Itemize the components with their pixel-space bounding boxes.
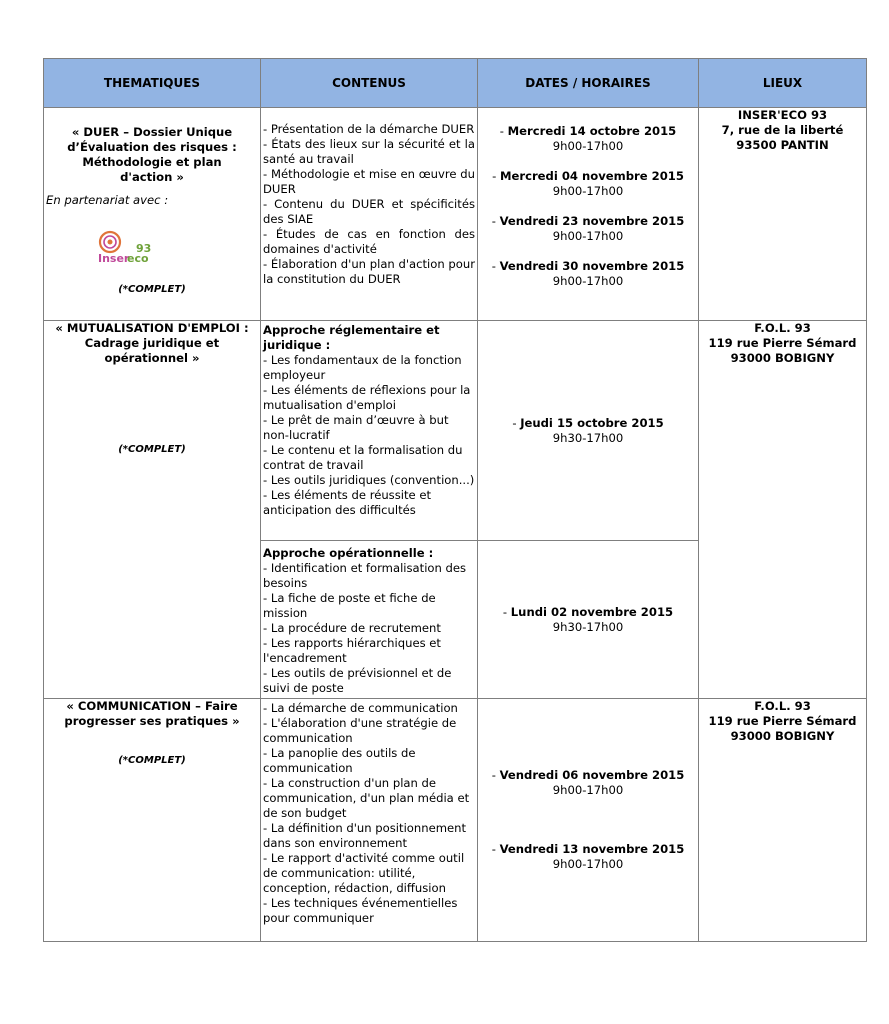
schedule-table (43, 58, 867, 942)
hours-entry: 9h30-17h00 (552, 619, 624, 634)
complet-label: (*COMPLET) (118, 284, 186, 295)
lieu-cell-communication (699, 699, 867, 942)
date-entry: - Mercredi 14 octobre 2015 (499, 124, 677, 138)
hours-entry: 9h00-17h00 (552, 229, 624, 243)
list-item: - Identification et formalisation des besoins (263, 561, 467, 590)
col-header-lieux: LIEUX (699, 59, 867, 108)
list-item: - Les rapports hiérarchiques et l'encadrement (263, 636, 441, 665)
list-item: - L'élaboration d'une stratégie de communication (263, 716, 457, 745)
lieu-street: 119 rue Pierre Sémard (708, 336, 857, 350)
hours-entry: 9h00-17h00 (552, 139, 624, 153)
lieu-city: 93000 BOBIGNY (730, 729, 835, 743)
list-item: - Les éléments de réflexions pour la mutualisation d'emploi (263, 383, 471, 412)
table-row (44, 321, 867, 541)
svg-text:eco: eco (127, 252, 149, 265)
table-row (44, 699, 867, 942)
date-entry: - Lundi 02 novembre 2015 (502, 604, 674, 619)
theme-title: « COMMUNICATION – Faire progresser ses pratiques » (64, 699, 240, 728)
date-entry: - Vendredi 13 novembre 2015 (491, 842, 685, 856)
theme-title: « DUER – Dossier Unique d’Évaluation des risques : Méthodologie et plan d'action » (67, 125, 237, 184)
list-item: - Le rapport d'activité comme outil de communication: utilité, conception, rédaction, diffusion (263, 851, 465, 895)
date-entry: - Vendredi 23 novembre 2015 (491, 214, 685, 228)
list-item: - La procédure de recrutement (263, 621, 441, 635)
contenus-cell-communication (261, 699, 478, 942)
lieu-street: 119 rue Pierre Sémard (708, 714, 857, 728)
svg-text:93: 93 (136, 242, 152, 255)
list-item: - Le prêt de main d’œuvre à but non-lucratif (263, 413, 449, 442)
complet-label: (*COMPLET) (118, 755, 186, 766)
list-item: - Les outils de prévisionnel et de suivi de poste (263, 666, 452, 695)
list-item: - Les techniques événementielles pour communiquer (263, 896, 458, 925)
date-entry: - Vendredi 30 novembre 2015 (491, 259, 685, 273)
sub-heading: Approche opérationnelle : (263, 546, 434, 560)
date-entry: - Vendredi 06 novembre 2015 (491, 768, 685, 782)
table-row (44, 108, 867, 321)
list-item: - La définition d'un positionnement dans son environnement (263, 821, 467, 850)
contenus-cell-reglementaire (261, 321, 478, 541)
dates-cell-duer (478, 108, 699, 321)
lieu-city: 93500 PANTIN (736, 138, 829, 152)
list-item: - La fiche de poste et fiche de mission (263, 591, 436, 620)
list-item: - Méthodologie et mise en œuvre du DUER (263, 167, 475, 196)
sub-heading: Approche réglementaire et juridique : (263, 323, 440, 352)
hours-entry: 9h00-17h00 (552, 184, 624, 198)
partner-label: En partenariat avec : (46, 193, 169, 207)
lieu-name: INSER'ECO 93 (737, 108, 828, 122)
theme-cell-duer (44, 108, 261, 321)
list-item: - Études de cas en fonction des domaines d'activité (263, 227, 475, 256)
list-item: - Élaboration d'un plan d'action pour la constitution du DUER (263, 257, 475, 286)
hours-entry: 9h30-17h00 (552, 430, 624, 445)
hours-entry: 9h00-17h00 (552, 783, 624, 797)
list-item: - Contenu du DUER et spécificités des SIAE (263, 197, 475, 226)
list-item: - États des lieux sur la sécurité et la santé au travail (263, 137, 475, 166)
lieu-street: 7, rue de la liberté (721, 123, 844, 137)
complet-label: (*COMPLET) (118, 444, 186, 455)
header-row (44, 59, 867, 108)
dates-cell-operationnelle (478, 541, 699, 699)
list-item: - Présentation de la démarche DUER (263, 122, 475, 136)
list-item: - Les éléments de réussite et anticipation des difficultés (263, 488, 432, 517)
theme-cell-communication (44, 699, 261, 942)
list-item: - La construction d'un plan de communication, d'un plan média et de son budget (263, 776, 470, 820)
list-item: - La panoplie des outils de communication (263, 746, 416, 775)
hours-entry: 9h00-17h00 (552, 857, 624, 871)
hours-entry: 9h00-17h00 (552, 274, 624, 288)
lieu-name: F.O.L. 93 (754, 699, 811, 713)
lieu-city: 93000 BOBIGNY (730, 351, 835, 365)
list-item: - Les outils juridiques (convention...) (263, 473, 475, 487)
list-item: - Les fondamentaux de la fonction employeur (263, 353, 462, 382)
theme-title: « MUTUALISATION D'EMPLOI : Cadrage juridique et opérationnel » (55, 321, 249, 365)
list-item: - La démarche de communication (263, 701, 458, 715)
lieu-cell-mutualisation (699, 321, 867, 699)
theme-cell-mutualisation (44, 321, 261, 699)
dates-cell-reglementaire (478, 321, 699, 541)
col-header-contenus: CONTENUS (261, 59, 478, 108)
date-entry: - Mercredi 04 novembre 2015 (492, 169, 684, 183)
lieu-cell-duer (699, 108, 867, 321)
contenus-cell-operationnelle (261, 541, 478, 699)
list-item: - Le contenu et la formalisation du contrat de travail (263, 443, 463, 472)
col-header-thematiques: THEMATIQUES (44, 59, 261, 108)
date-entry: - Jeudi 15 octobre 2015 (512, 415, 664, 430)
insereco-logo (96, 228, 156, 272)
dates-cell-communication (478, 699, 699, 942)
lieu-name: F.O.L. 93 (754, 321, 811, 335)
svg-text:Inser: Inser (98, 252, 130, 265)
col-header-dates: DATES / HORAIRES (478, 59, 699, 108)
contenus-cell-duer (261, 108, 478, 321)
